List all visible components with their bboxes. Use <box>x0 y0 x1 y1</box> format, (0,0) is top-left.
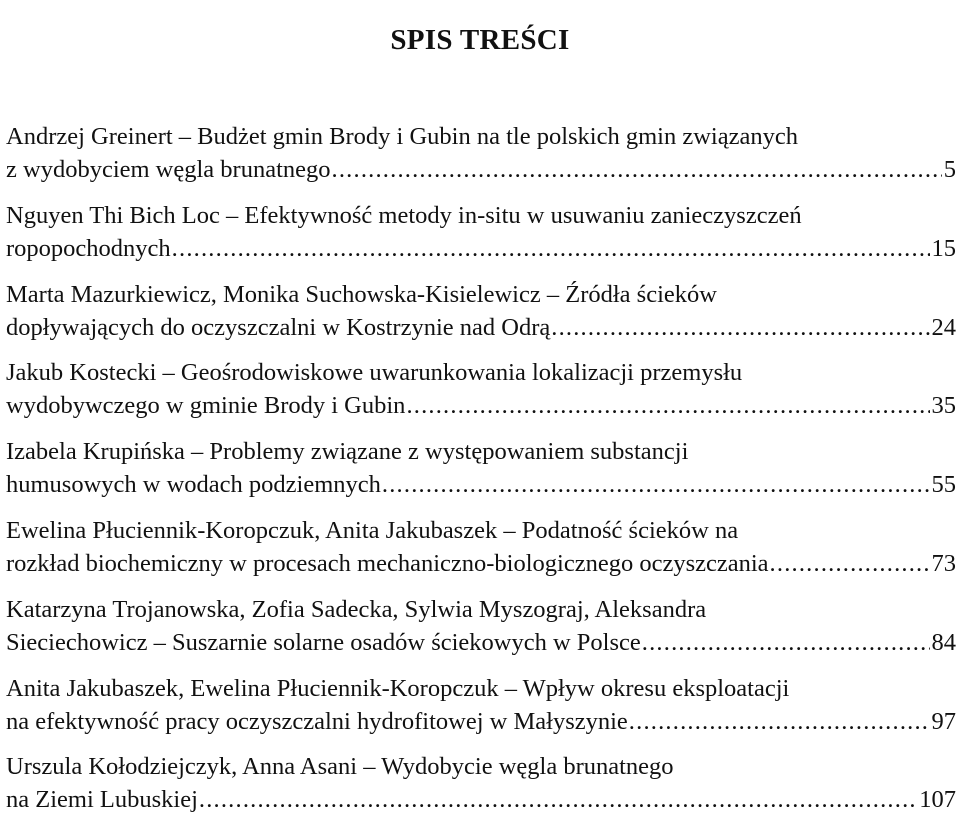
toc-page-number: 73 <box>931 549 956 577</box>
toc-page-number: 107 <box>919 786 956 814</box>
toc-entry-9 <box>6 750 956 829</box>
toc-entry-title-continuation <box>6 153 956 186</box>
toc-entry-6 <box>6 514 956 593</box>
toc-entry-title-continuation <box>6 232 956 265</box>
toc-page-number: 97 <box>931 707 956 735</box>
dot-leader <box>770 547 930 580</box>
page-title: SPIS TREŚCI <box>390 24 570 57</box>
toc-page-number: 55 <box>931 471 956 499</box>
toc-entry-title-end: ropopochodnych <box>6 234 171 262</box>
toc-entry-authors-title: Jakub Kostecki – Geośrodowiskowe uwarunkowania lokalizacji przemysłu <box>6 359 743 387</box>
toc-entry-title-continuation <box>6 783 956 816</box>
toc-entry-authors-title: Izabela Krupińska – Problemy związane z występowaniem substancji <box>6 438 689 466</box>
toc-entry-2 <box>6 199 956 278</box>
toc-entry-authors-title: Andrzej Greinert – Budżet gmin Brody i Gubin na tle polskich gmin związanych <box>6 123 798 150</box>
dot-leader <box>172 232 930 265</box>
toc-entry-authors-title: Urszula Kołodziejczyk, Anna Asani – Wydobycie węgla brunatnego <box>6 753 674 781</box>
dot-leader <box>642 626 930 659</box>
dot-leader <box>332 153 942 186</box>
toc-entry-title-end: wydobywczego w gminie Brody i Gubin <box>6 392 406 420</box>
toc-entry-title-continuation <box>6 705 956 738</box>
toc-entry-5 <box>6 435 956 514</box>
toc-entry-authors-title: Anita Jakubaszek, Ewelina Płuciennik-Koropczuk – Wpływ okresu eksploatacji <box>6 674 790 702</box>
toc-entry-title-continuation <box>6 311 956 344</box>
toc-entry-title-end: Sieciechowicz – Suszarnie solarne osadów ściekowych w Polsce <box>6 628 641 656</box>
toc-page-number: 84 <box>931 628 956 656</box>
toc-page-number: 24 <box>931 313 956 341</box>
table-of-contents <box>6 120 956 829</box>
toc-page-number: 35 <box>931 392 956 420</box>
dot-leader <box>199 783 917 816</box>
toc-entry-3 <box>6 278 956 357</box>
dot-leader <box>551 311 929 344</box>
toc-entry-title-continuation <box>6 547 956 580</box>
toc-entry-authors-title: Marta Mazurkiewicz, Monika Suchowska-Kisielewicz – Źródła ścieków <box>6 280 717 308</box>
toc-entry-authors-title: Ewelina Płuciennik-Koropczuk, Anita Jakubaszek – Podatność ścieków na <box>6 516 739 544</box>
toc-entry-title-continuation <box>6 626 956 659</box>
toc-entry-title-end: dopływających do oczyszczalni w Kostrzynie nad Odrą <box>6 313 551 341</box>
dot-leader <box>406 389 929 422</box>
toc-entry-4 <box>6 356 956 435</box>
toc-page-number: 5 <box>943 156 956 183</box>
toc-entry-authors-title: Nguyen Thi Bich Loc – Efektywność metody in-situ w usuwaniu zanieczyszczeń <box>6 201 802 229</box>
toc-entry-authors-title: Katarzyna Trojanowska, Zofia Sadecka, Sylwia Myszograj, Aleksandra <box>6 595 707 623</box>
toc-entry-title-end: rozkład biochemiczny w procesach mechaniczno-biologicznego oczyszczania <box>6 549 769 577</box>
toc-entry-title-continuation <box>6 468 956 501</box>
toc-entry-1 <box>6 120 956 199</box>
toc-entry-title-end: humusowych w wodach podziemnych <box>6 471 381 499</box>
toc-entry-7 <box>6 593 956 672</box>
toc-entry-title-end: na Ziemi Lubuskiej <box>6 786 198 814</box>
toc-entry-8 <box>6 672 956 751</box>
toc-page-number: 15 <box>931 234 956 262</box>
dot-leader <box>382 468 930 501</box>
toc-entry-title-end: na efektywność pracy oczyszczalni hydrofitowej w Małyszynie <box>6 707 628 735</box>
dot-leader <box>629 705 930 738</box>
toc-entry-title-continuation <box>6 389 956 422</box>
toc-entry-title-end: z wydobyciem węgla brunatnego <box>6 156 331 183</box>
